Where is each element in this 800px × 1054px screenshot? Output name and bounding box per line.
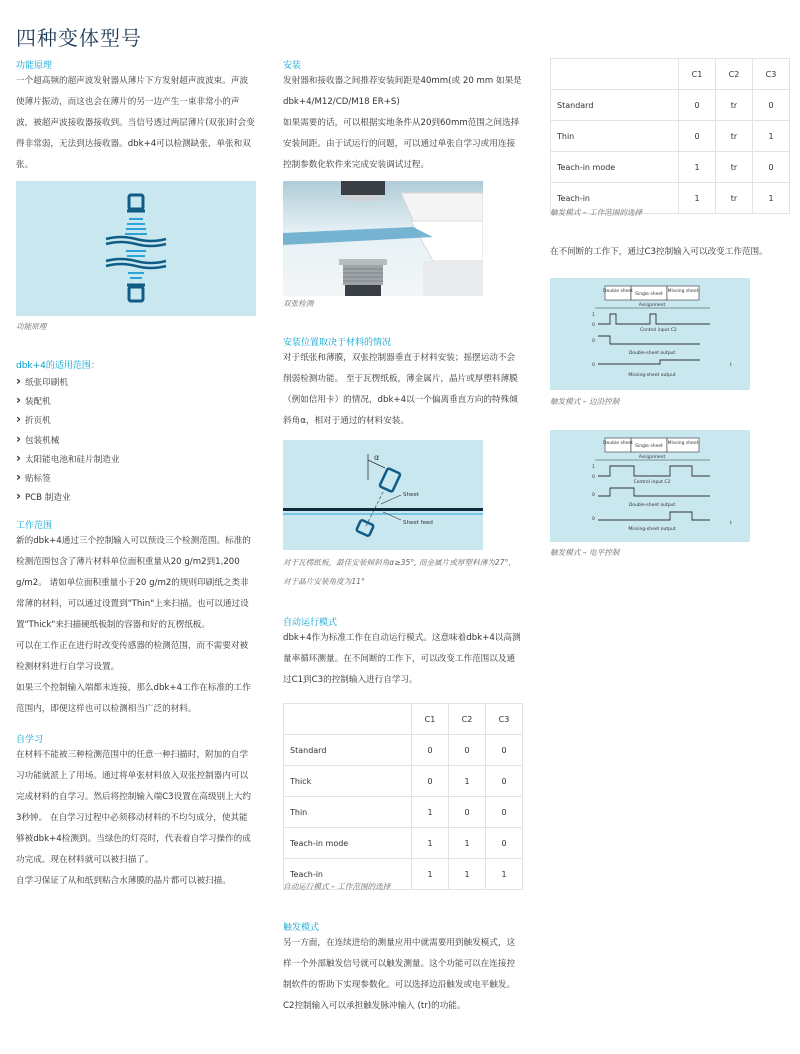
table-cell: 1	[679, 152, 716, 183]
label-double-output: Double-sheet output	[628, 351, 676, 356]
sheet-label: Sheet	[403, 492, 419, 498]
apps-heading: dbk+4的适用范围：	[16, 361, 100, 371]
list-item: › 折页机	[16, 411, 256, 430]
photo-caption: 双张检测	[283, 299, 314, 308]
table-cell: 1	[753, 183, 790, 214]
install-paragraph-1: 发射器和接收器之间推荐安装间距是40mm(或 20 mm 如果是 dbk+4/M12/CD/M18 ER+S)	[283, 76, 522, 107]
position-text: 对于纸张和薄膜，双张控制器垂直于材料安装；摇摆运动不会削弱检测功能。 至于瓦楞纸板，薄金属片，晶片或厚塑料薄膜（例如信用卡）的情况，dbk+4以一个偏离垂直方向的特殊倾斜角α，相对于通过的材料安装。	[283, 353, 518, 426]
apps-list	[16, 373, 256, 507]
axis-zero: 0	[592, 339, 595, 344]
timing-chart-edge	[550, 278, 750, 390]
label-missing-sheet: Missing sheet	[667, 289, 699, 294]
sheet-feed-label: Sheet feed	[403, 520, 433, 526]
table-cell: 1	[449, 859, 486, 890]
label-missing-output: Missing-sheet output	[628, 527, 676, 532]
table-cell: 0	[449, 797, 486, 828]
table-header-row	[551, 59, 790, 90]
auto-table-caption: 自动运行模式 – 工作范围的选择	[283, 882, 391, 891]
table-cell: Teach-in mode	[284, 828, 412, 859]
table-cell: tr	[716, 90, 753, 121]
label-double-sheet: Double sheet	[603, 289, 633, 294]
principle-figure	[16, 181, 256, 316]
table-cell: 0	[753, 90, 790, 121]
label-control-input: Control input C2	[640, 328, 677, 333]
label-single-sheet: Single sheet	[635, 292, 663, 297]
trigger-note: 在不间断的工作下，通过C3控制输入可以改变工作范围。	[550, 247, 768, 257]
install-paragraph-2: 如果需要的话，可以根据实地条件从20到60mm范围之间选择安装间距。由于试运行的问题，可以通过单张自学习或用连接控制参数化软件来完成安装调试过程。	[283, 118, 520, 170]
table-header-cell: C3	[486, 704, 523, 735]
label-single-sheet: Single sheet	[635, 444, 663, 449]
table-cell: 1	[449, 766, 486, 797]
install-text	[283, 71, 523, 176]
range-paragraph-3: 如果三个控制输入端都未连接，那么dbk+4工作在标准的工作范围内，即便这样也可以检测相当广泛的材料。	[16, 683, 251, 714]
table-cell: 1	[486, 859, 523, 890]
trigger-mode-table	[550, 58, 790, 214]
list-item: › 贴标签	[16, 469, 256, 488]
table-cell: 0	[486, 735, 523, 766]
trigger-heading: 触发模式	[283, 923, 320, 933]
table-cell: Teach-in mode	[551, 152, 679, 183]
principle-heading: 功能原理	[16, 61, 53, 71]
list-item: › 包装机械	[16, 431, 256, 450]
table-cell: 1	[412, 797, 449, 828]
axis-zero: 0	[592, 493, 595, 498]
range-paragraph-1: 新的dbk+4通过三个控制输入可以预设三个检测范围。标准的检测范围包含了薄片材料单位面积重量从20 g/m2到1,200 g/m2。 诸如单位面积重量小于20 g/m2的规则印刷纸之类非常薄的材料，可以通过设置到"Thin"上来扫描。也可以通过设置"Thick"来扫描硬纸板制的容器和好的瓦楞纸板。	[16, 536, 251, 630]
install-heading: 安装	[283, 61, 302, 71]
table-cell: 1	[412, 828, 449, 859]
table-cell: Teach-in	[551, 183, 679, 214]
list-item: › 纸张印刷机	[16, 373, 256, 392]
range-heading: 工作范围	[16, 521, 53, 531]
table-cell: 1	[679, 183, 716, 214]
position-heading: 安装位置取决于材料的情况	[283, 338, 392, 348]
axis-one: 1	[592, 465, 595, 470]
label-missing-sheet: Missing sheet	[667, 441, 699, 446]
axis-zero: 0	[592, 323, 595, 328]
table-row	[551, 121, 790, 152]
table-cell: tr	[716, 121, 753, 152]
table-cell: Teach-in	[284, 859, 412, 890]
range-paragraph-2: 可以在工作正在进行时改变传感器的检测范围，而不需要对被检测材料进行自学习设置。	[16, 641, 249, 672]
timing-diagram-level	[550, 430, 750, 542]
table-cell: 1	[449, 828, 486, 859]
label-missing-output: Missing-sheet output	[628, 373, 676, 378]
table-cell: 0	[679, 121, 716, 152]
list-item: › 装配机	[16, 392, 256, 411]
angle-caption: 对于瓦楞纸板，最佳安装倾斜角α≥35°, 而金属片或厚塑料薄为27°，对于晶片安装角度为11°	[283, 558, 516, 586]
table-header-cell	[551, 59, 679, 90]
label-assignment: Assignment	[638, 455, 666, 460]
table-cell: 0	[486, 797, 523, 828]
table-row	[551, 152, 790, 183]
trigger-table-caption: 触发模式 – 工作范围的选择	[550, 208, 643, 217]
table-row	[284, 828, 523, 859]
table-cell: 0	[679, 90, 716, 121]
axis-zero: 0	[592, 517, 595, 522]
alpha-label: α	[374, 453, 380, 462]
axis-zero: 0	[592, 475, 595, 480]
table-cell: Standard	[284, 735, 412, 766]
table-cell: tr	[716, 183, 753, 214]
ultrasonic-principle-icon	[16, 181, 256, 316]
table-row	[284, 735, 523, 766]
table-cell: Thin	[284, 797, 412, 828]
table-cell: 0	[486, 828, 523, 859]
teach-paragraph-2: 自学习保证了从和纸到粘合水薄膜的晶片都可以被扫描。	[16, 876, 231, 886]
timing-chart-level	[550, 430, 750, 542]
list-item: › PCB 制造业	[16, 488, 256, 507]
timing1-caption: 触发模式 – 边沿控制	[550, 397, 620, 406]
axis-zero: 0	[592, 363, 595, 368]
table-cell: 1	[753, 121, 790, 152]
table-header-cell: C1	[679, 59, 716, 90]
range-text	[16, 531, 256, 720]
table-header-cell: C3	[753, 59, 790, 90]
teach-heading: 自学习	[16, 735, 44, 745]
teach-text	[16, 745, 256, 892]
table-row	[284, 797, 523, 828]
table-cell: tr	[716, 152, 753, 183]
teach-paragraph-1: 在材料不能被三种检测范围中的任意一种扫描时，附加的自学习功能就派上了用场。通过将单张材料放入双张控制器内可以完成材料的自学习。然后将控制输入端C3设置在高级别上大约3秒钟。 在自学习过程中必须移动材料的不均匀成分，使其能够被dbk+4检测到。当绿色的灯亮时，代表着自学习操作的成功完成。现在材料就可以被扫描了。	[16, 750, 251, 865]
timing2-caption: 触发模式 – 电平控制	[550, 548, 620, 557]
label-assignment: Assignment	[638, 303, 666, 308]
table-cell: Standard	[551, 90, 679, 121]
table-cell: 0	[412, 735, 449, 766]
table-cell: 1	[412, 859, 449, 890]
auto-heading: 自动运行模式	[283, 618, 338, 628]
table-row	[284, 766, 523, 797]
auto-text: dbk+4作为标准工作在自动运行模式。这意味着dbk+4以高测量率循环测量。在不间断的工作下，可以改变工作范围以及通过C1到C3的控制输入进行自学习。	[283, 633, 521, 685]
auto-mode-table	[283, 703, 523, 890]
page-title: 四种变体型号	[16, 26, 142, 50]
table-cell: Thin	[551, 121, 679, 152]
label-double-output: Double-sheet output	[628, 503, 676, 508]
label-control-input: Control input C2	[633, 480, 671, 485]
principle-text: 一个超高频的超声波发射器从薄片下方发射超声波波束。声波使薄片振动，而这也会在薄片的另一边产生一束非常小的声波，被超声波接收器接收到。当信号透过两层薄片(双张)时会变得非常弱，无法到达接收器。dbk+4可以检测缺张，单张和双张。	[16, 76, 255, 170]
table-header-row	[284, 704, 523, 735]
list-item: › 太阳能电池和硅片制造业	[16, 450, 256, 469]
table-cell: 0	[412, 766, 449, 797]
label-double-sheet: Double sheet	[603, 441, 633, 446]
table-row	[551, 90, 790, 121]
sensor-photo-icon	[283, 181, 483, 296]
principle-caption: 功能原理	[16, 322, 47, 331]
angle-diagram	[283, 440, 483, 550]
table-header-cell	[284, 704, 412, 735]
table-cell: 0	[486, 766, 523, 797]
table-header-cell: C2	[449, 704, 486, 735]
axis-t: t	[730, 521, 732, 526]
table-header-cell: C1	[412, 704, 449, 735]
install-photo	[283, 181, 483, 296]
table-cell: 0	[753, 152, 790, 183]
trigger-text: 另一方面，在连续进给的测量应用中就需要用到触发模式，这样一个外部触发信号就可以触发测量。这个功能可以在连接控制软件的帮助下实现参数化。可以选择边沿触发或电平触发。C2控制输入可以承担触发脉冲输入 (tr)的功能。	[283, 938, 516, 1011]
axis-one: 1	[592, 313, 595, 318]
axis-t: t	[730, 363, 732, 368]
table-header-cell: C2	[716, 59, 753, 90]
table-cell: 0	[449, 735, 486, 766]
timing-diagram-edge	[550, 278, 750, 390]
table-cell: Thick	[284, 766, 412, 797]
angle-diagram-svg	[283, 440, 483, 550]
